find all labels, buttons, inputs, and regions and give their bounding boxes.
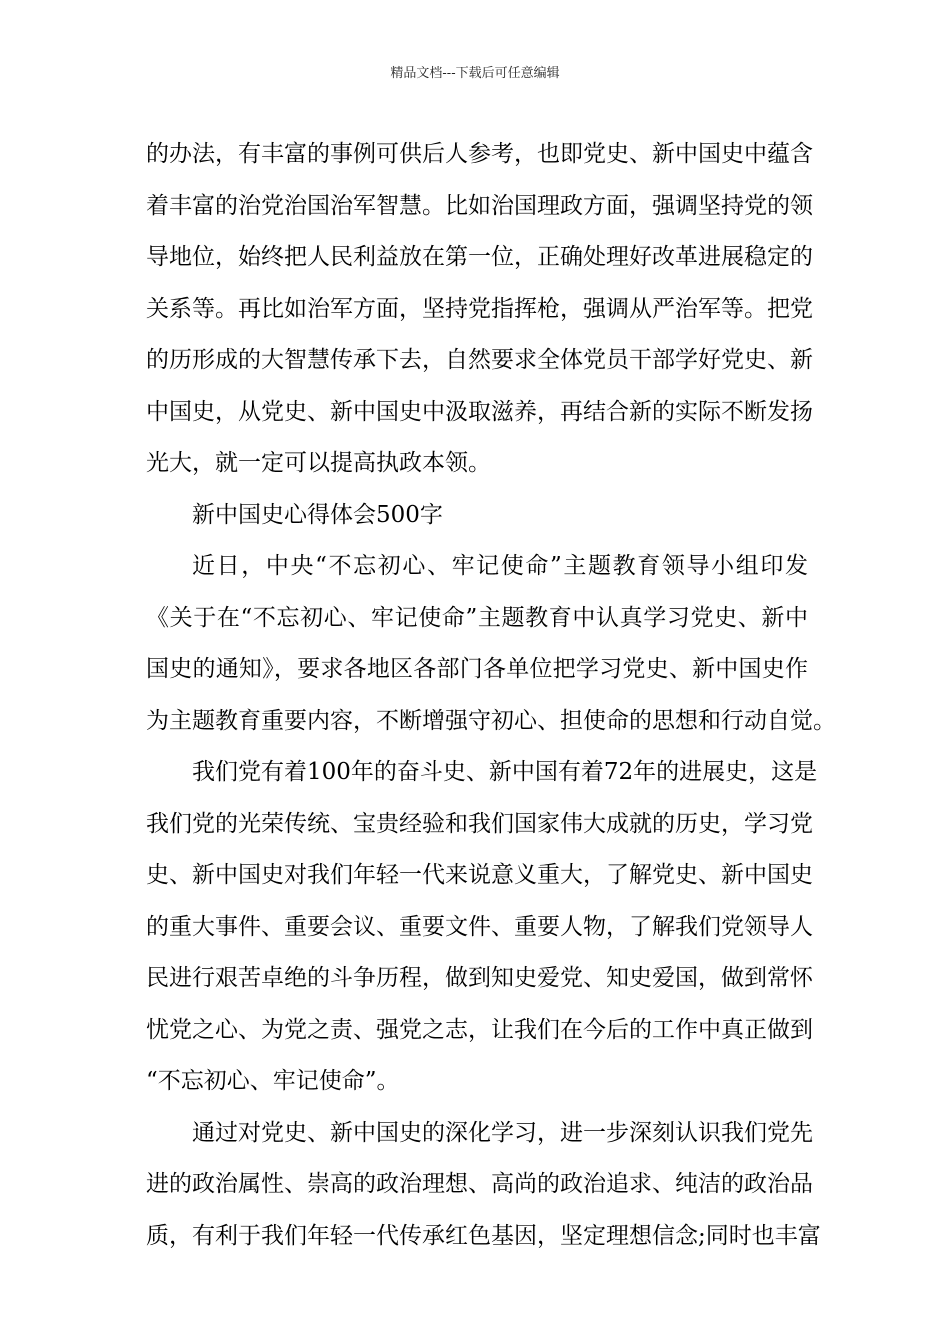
text-line: 通过对党史、新中国史的深化学习，进一步深刻认识我们党先 (192, 1119, 813, 1146)
text-line: 我们党有着100年的奋斗史、新中国有着72年的进展史，这是 (192, 759, 818, 785)
text-line: 光大，就一定可以提高执政本领。 (146, 450, 491, 476)
text-line: 导地位，始终把人民利益放在第一位，正确处理好改革进展稳定的 (146, 244, 813, 270)
text-line: 质，有利于我们年轻一代传承红色基因，坚定理想信念;同时也丰富 (146, 1222, 821, 1249)
text-line: 关系等。再比如治军方面，坚持党指挥枪，强调从严治军等。把党 (146, 295, 813, 322)
text-line: 忧党之心、为党之责、强党之志，让我们在今后的工作中真正做到 (146, 1016, 813, 1043)
section-heading: 新中国史心得体会500字 (192, 501, 443, 528)
text-line: 民进行艰苦卓绝的斗争历程，做到知史爱党、知史爱国，做到常怀 (146, 965, 813, 991)
text-line: 为主题教育重要内容，不断增强守初心、担使命的思想和行动自觉。 (146, 707, 836, 734)
text-line: 我们党的光荣传统、宝贵经验和我们国家伟大成就的历史，学习党 (146, 810, 813, 837)
text-line: “不忘初心、牢记使命”。 (146, 1068, 400, 1094)
text-line: 的办法，有丰富的事例可供后人参考，也即党史、新中国史中蕴含 (146, 141, 813, 167)
text-line: 近日，中央“不忘初心、牢记使命”主题教育领导小组印发 (192, 553, 808, 579)
text-line: 国史的通知》，要求各地区各部门各单位把学习党史、新中国史作 (146, 656, 808, 682)
text-line: 的重大事件、重要会议、重要文件、重要人物，了解我们党领导人 (146, 913, 813, 940)
text-line: 的历形成的大智慧传承下去，自然要求全体党员干部学好党史、新 (146, 347, 813, 373)
document-body (146, 135, 836, 1268)
page-header: 精品文档---下载后可任意编辑 (390, 66, 560, 81)
text-line: 《关于在“不忘初心、牢记使命”主题教育中认真学习党史、新中 (146, 604, 808, 631)
text-line: 着丰富的治党治国治军智慧。比如治国理政方面，强调坚持党的领 (146, 192, 813, 219)
text-line: 进的政治属性、崇高的政治理想、高尚的政治追求、纯洁的政治品 (146, 1171, 813, 1197)
text-line: 中国史，从党史、新中国史中汲取滋养，再结合新的实际不断发扬 (146, 398, 813, 425)
text-line: 史、新中国史对我们年轻一代来说意义重大，了解党史、新中国史 (146, 862, 813, 888)
